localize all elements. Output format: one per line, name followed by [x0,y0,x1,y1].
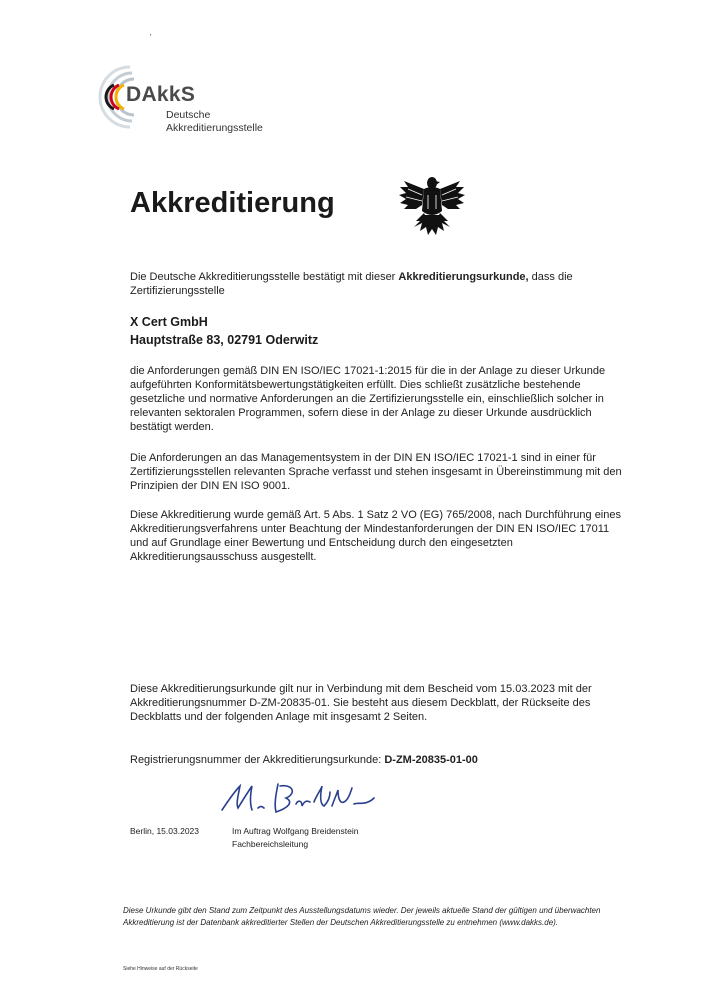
logo-text-line1: Deutsche [166,109,211,121]
logo-text-line2: Akkreditierungsstelle [166,122,263,134]
signer-role: Fachbereichsleitung [232,839,309,849]
company-name: X Cert GmbH [130,315,208,329]
paragraph-legal-basis: Diese Akkreditierung wurde gemäß Art. 5 Abs. 1 Satz 2 VO (EG) 765/2008, nach Durchführung eines Akkreditierungsverfahrens unter Beachtung der Mindestanforderungen der DIN EN ISO/IEC 17011 und auf Grundlage einer Bewertung und Entscheidung durch den eingesetzten Akkreditierungsausschuss ausgestellt. [130,509,621,563]
scan-mark: ' [150,33,152,42]
page-title: Akkreditierung [130,187,335,219]
registration-number: D-ZM-20835-01-00 [384,754,478,766]
paragraph-requirements: die Anforderungen gemäß DIN EN ISO/IEC 17021-1:2015 für die in der Anlage zu dieser Urkunde aufgeführten Konformitätsbewertungstätigkeiten erfüllt. Dies schließt zusätzliche bestehende gesetzliche und normative Anforderungen an die Zertifizierungsstelle ein, einschließlich solcher in relevanten sektoralen Programmen, sofern diese in der Anlage zu dieser Urkunde ausdrücklich bestätigt werden. [130,365,606,433]
handwritten-signature [218,778,378,820]
intro-bold-term: Akkreditierungsurkunde, [398,271,529,283]
logo-abbreviation: DAkkS [126,83,196,106]
dakks-logo [96,57,296,137]
registration-line [130,753,630,767]
intro-text-start: Die Deutsche Akkreditierungsstelle bestätigt mit dieser [130,271,399,283]
back-page-note: Siehe Hinweise auf der Rückseite [123,966,198,972]
place-and-date: Berlin, 15.03.2023 [130,826,199,836]
footnote: Diese Urkunde gibt den Stand zum Zeitpunkt des Ausstellungsdatums wieder. Der jeweils aktuelle Stand der gültigen und überwachten Akkreditierung ist der Datenbank akkreditierter Stellen der Deutschen Akkreditierungsstelle zu entnehmen (www.dakks.de). [123,906,601,927]
federal-eagle-icon [398,175,466,241]
company-address: Hauptstraße 83, 02791 Oderwitz [130,333,319,347]
signer-name: Im Auftrag Wolfgang Breidenstein [232,826,359,836]
paragraph-validity: Diese Akkreditierungsurkunde gilt nur in Verbindung mit dem Bescheid vom 15.03.2023 mit der Akkreditierungsnummer D-ZM-20835-01. Sie besteht aus diesem Deckblatt, der Rückseite des Deckblatts und der folgenden Anlage mit insgesamt 2 Seiten. [130,683,592,723]
intro-text-end: dass die Zertifizierungsstelle [130,271,573,297]
registration-label: Registrierungsnummer der Akkreditierungsurkunde: [130,754,385,766]
intro-text [130,270,630,298]
paragraph-management-system: Die Anforderungen an das Managementsystem in der DIN EN ISO/IEC 17021-1 sind in einer für Zertifizierungsstellen relevanten Sprache verfasst und stehen insgesamt in Übereinstimmung mit den Prinzipien der DIN EN ISO 9001. [130,452,622,492]
